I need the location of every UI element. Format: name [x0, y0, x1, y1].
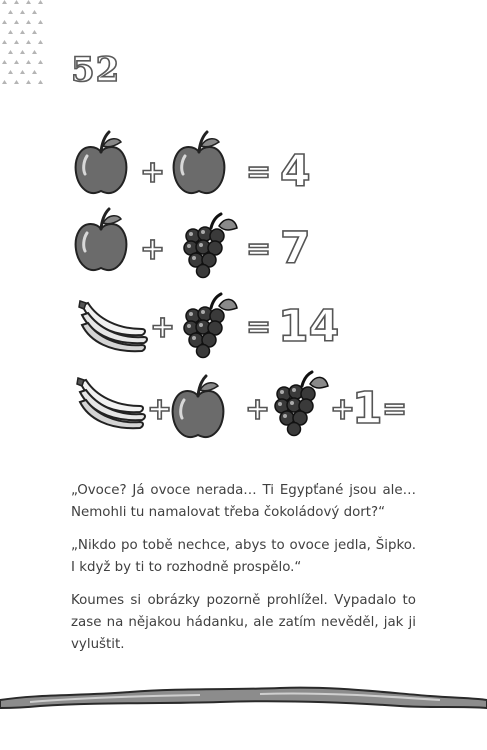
equals-sign: =	[382, 392, 408, 427]
result-value: 7	[280, 223, 311, 274]
paragraph: „Ovoce? Já ovoce nerada… Ti Egypťané jsou ale… Nemohli tu namalovat třeba čokoládový dort?“	[71, 483, 416, 520]
bananas-icon	[77, 378, 145, 428]
apple-icon	[174, 132, 225, 193]
grapes-icon	[275, 372, 328, 436]
result-value: 1	[352, 383, 383, 434]
equals-sign: =	[246, 155, 272, 190]
fruit-puzzle-illustration	[0, 120, 487, 450]
apple-icon	[76, 132, 127, 193]
result-value: 4	[280, 146, 311, 197]
plus-sign: +	[140, 232, 166, 267]
equals-sign: =	[246, 310, 272, 345]
story-text	[71, 480, 416, 667]
plus-sign: +	[330, 392, 356, 427]
fruit-puzzle	[0, 120, 487, 450]
grapes-icon	[184, 294, 237, 358]
page-number: 52	[71, 50, 121, 90]
plus-sign: +	[245, 392, 271, 427]
result-value: 14	[278, 301, 340, 352]
paragraph: „Nikdo po tobě nechce, abys to ovoce jedla, Šipko. I když by ti to rozhodně prospělo.“	[71, 538, 416, 575]
bananas-icon	[79, 301, 147, 351]
plus-sign: +	[147, 392, 173, 427]
apple-icon	[173, 376, 224, 437]
corner-triangle-pattern	[0, 0, 44, 92]
plus-sign: +	[140, 155, 166, 190]
grapes-icon	[184, 214, 237, 278]
paragraph: Koumes si obrázky pozorně prohlížel. Vypadalo to zase na nějakou hádanku, ale zatím nevěděl, jak ji vyluštit.	[71, 593, 416, 652]
apple-icon	[76, 209, 127, 270]
ground-decoration	[0, 676, 487, 716]
plus-sign: +	[150, 310, 176, 345]
equals-sign: =	[246, 232, 272, 267]
